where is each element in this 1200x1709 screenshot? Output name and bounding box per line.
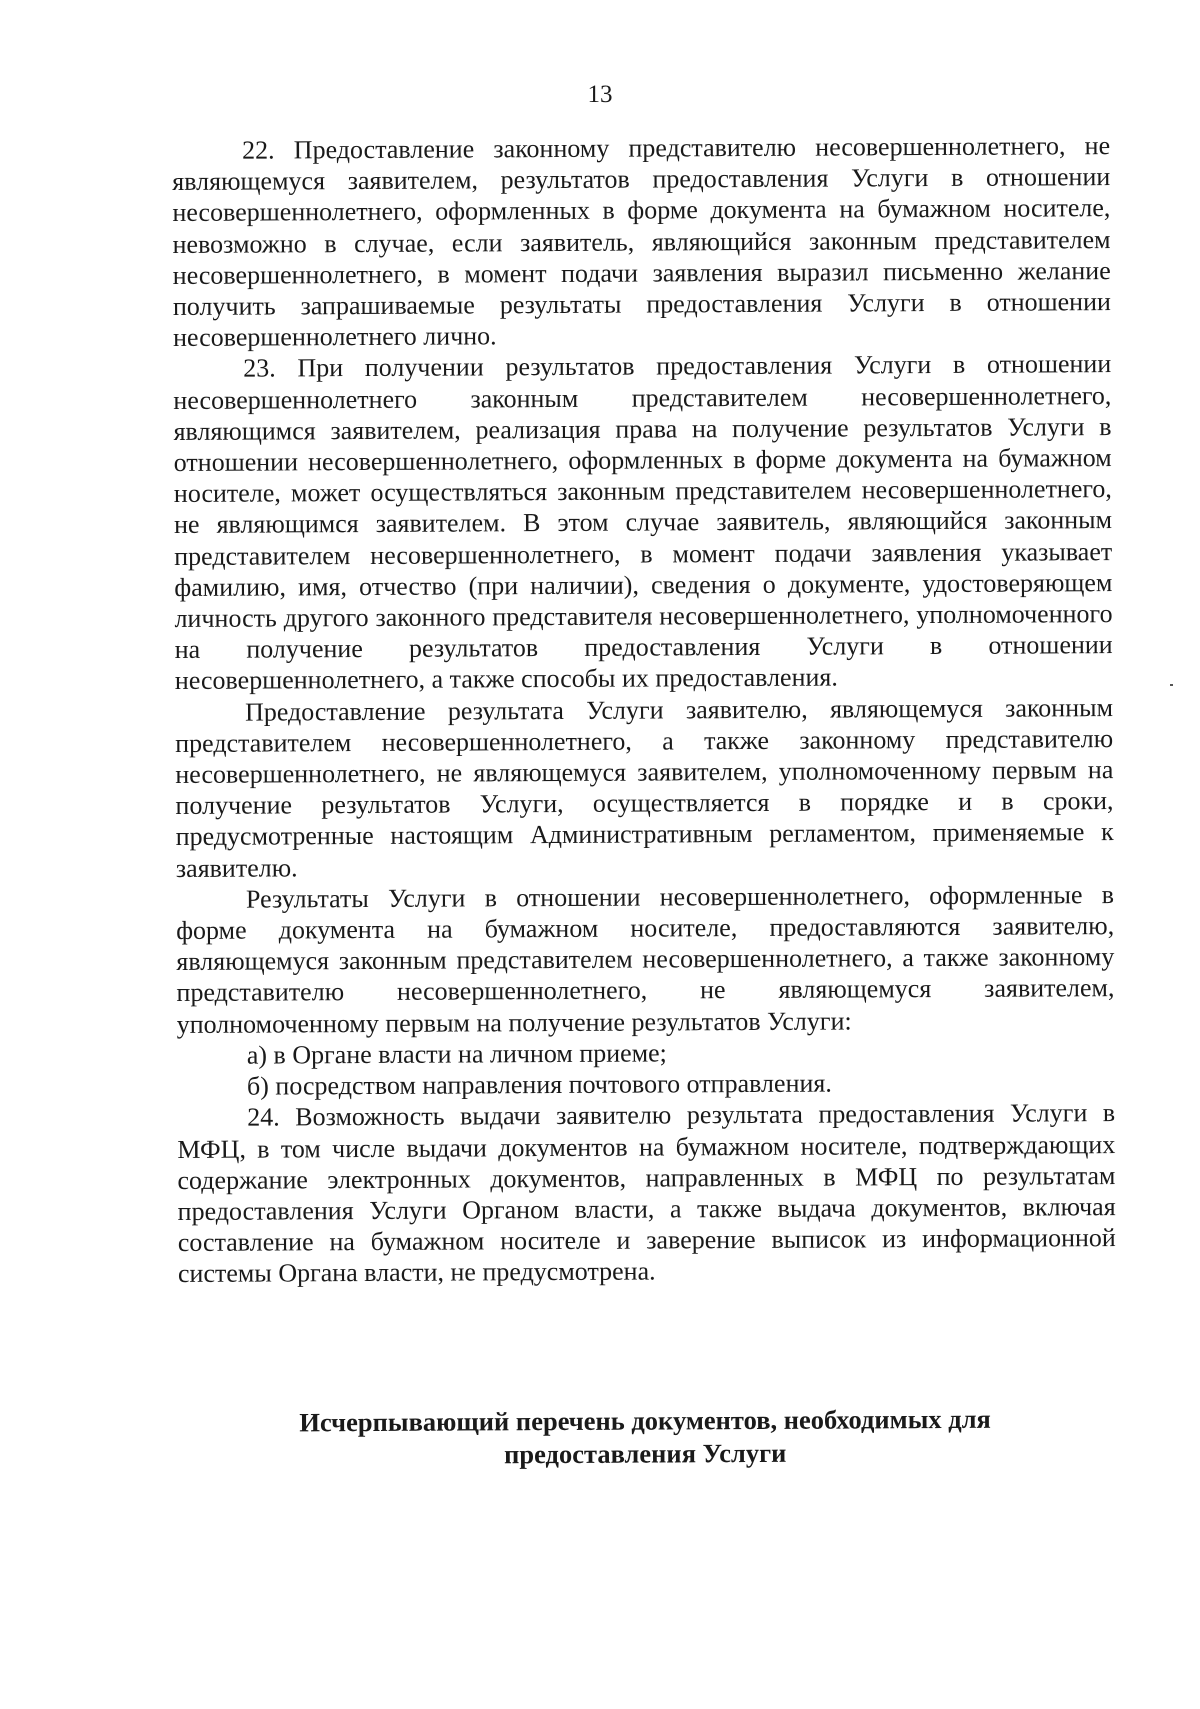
list-item-a: а) в Органе власти на личном приеме; bbox=[246, 1038, 667, 1070]
paragraph-23: 23. При получении результатов предоставления Услуги в отношении несовершеннолетнего законным представителем несовершеннолетнего, являющимся заявителем, реализация права на получение результатов Услуги в отношении несовершеннолетнего, оформленных в форме документа на бумажном носителе, может осуществляться законным представителем несовершеннолетнего, не являющимся заявителем. В этом случае заявитель, являющийся законным представителем несовершеннолетнего, в момент подачи заявления указывает фамилию, имя, отчество (при наличии), сведения о документе, удостоверяющем личность другого законного представителя несовершеннолетнего, уполномоченного на получение результатов предоставления Услуги в отношении несовершеннолетнего, а также способы их предоставления. bbox=[173, 349, 1113, 696]
section-heading-line-1: Исчерпывающий перечень документов, необходимых для bbox=[299, 1403, 991, 1438]
paragraph-23-result-procedure: Предоставление результата Услуги заявителю, являющемуся законным представителем несовершеннолетнего, а также законному представителю несовершеннолетнего, не являющемуся заявителем, уполномоченному первым на получение результатов Услуги, осуществляется в порядке и в сроки, предусмотренные настоящим Административным регламентом, применяемые к заявителю. bbox=[175, 692, 1114, 883]
paragraph-23-result-delivery: Результаты Услуги в отношении несовершеннолетнего, оформленные в форме документа на бумажном носителе, предоставляются заявителю, являющемуся законным представителем несовершеннолетнего, а также законному представителю несовершеннолетнего, не являющемуся заявителем, уполномоченному первым на получение результатов Услуги: bbox=[176, 879, 1115, 1039]
list-item-b: б) посредством направления почтового отправления. bbox=[246, 1068, 832, 1101]
page-number: 13 bbox=[587, 81, 613, 108]
section-heading-line-2: предоставления Услуги bbox=[504, 1437, 787, 1470]
scan-speck bbox=[1170, 684, 1173, 686]
document-body bbox=[172, 130, 1116, 1289]
paragraph-22: 22. Предоставление законному представителю несовершеннолетнего, не являющемуся заявителем, результатов предоставления Услуги в отношении несовершеннолетнего, оформленных в форме документа на бумажном носителе, невозможно в случае, если заявитель, являющийся законным представителем несовершеннолетнего, в момент подачи заявления выразил письменно желание получить запрашиваемые результаты предоставления Услуги в отношении несовершеннолетнего лично. bbox=[172, 131, 1111, 353]
paragraph-24: 24. Возможность выдачи заявителю результата предоставления Услуги в МФЦ, в том числе выдачи документов на бумажном носителе, подтверждающих содержание электронных документов, направленных в МФЦ по результатам предоставления Услуги Органом власти, а также выдача документов, включая составление на бумажном носителе и заверение выписок из информационной системы Органа власти, не предусмотрена. bbox=[177, 1098, 1116, 1289]
section-heading bbox=[180, 1402, 1110, 1473]
